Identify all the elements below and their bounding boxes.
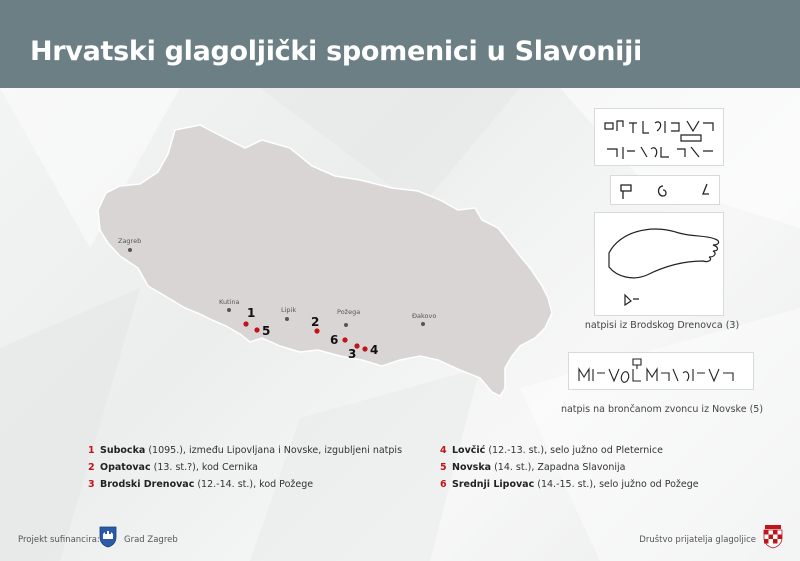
svg-text:Zagreb: Zagreb (118, 237, 142, 245)
header-bar (0, 0, 800, 88)
sponsor-name: Grad Zagreb (124, 535, 178, 545)
legend-number: 2 (88, 462, 95, 473)
legend-name: Subocka (100, 445, 146, 456)
org-name: Društvo prijatelja glagoljice (639, 535, 756, 545)
legend-number: 4 (440, 445, 447, 456)
novska-caption: natpis na brončanom zvoncu iz Novske (5) (560, 404, 764, 415)
svg-text:2: 2 (311, 315, 320, 329)
brodski-caption: natpisi iz Brodskog Drenovca (3) (584, 320, 740, 331)
svg-text:1: 1 (247, 306, 256, 320)
region-shape (98, 125, 552, 396)
slavonia-map (0, 88, 560, 408)
legend-detail: (12.-13. st.), selo južno od Pleternice (485, 445, 664, 456)
legend-item (88, 479, 313, 490)
svg-text:Đakovo: Đakovo (412, 312, 437, 320)
legend-name: Opatovac (100, 462, 151, 473)
sponsor-label: Projekt sufinancira: (18, 535, 100, 545)
legend-detail: (1095.), između Lipovljana i Novske, izgubljeni natpis (145, 445, 403, 456)
legend-item (88, 462, 258, 473)
inscription-panel-hand (594, 212, 724, 316)
bell-inscription-image (569, 353, 755, 391)
legend-detail: (14. st.), Zapadna Slavonija (491, 462, 626, 473)
legend-item (88, 445, 402, 456)
legend-name: Novska (452, 462, 492, 473)
svg-text:3: 3 (348, 347, 357, 361)
svg-text:4: 4 (370, 343, 379, 357)
svg-text:5: 5 (262, 324, 271, 338)
page-title: Hrvatski glagoljički spomenici u Slavoniji (30, 36, 642, 67)
legend-item (440, 462, 625, 473)
hand-drawing-image (595, 213, 725, 317)
glagolitic-inscription-image (595, 109, 725, 167)
legend-number: 5 (440, 462, 447, 473)
legend-name: Srednji Lipovac (452, 479, 535, 490)
croatian-checkerboard-crest-icon (762, 524, 784, 550)
legend-detail: (12.-14. st.), kod Požege (194, 479, 314, 490)
svg-text:Lipik: Lipik (281, 306, 297, 314)
legend-item (440, 479, 699, 490)
svg-text:Kutina: Kutina (219, 298, 240, 306)
legend-detail: (14.-15. st.), selo južno od Požege (534, 479, 699, 490)
legend-name: Brodski Drenovac (100, 479, 195, 490)
zagreb-crest-icon (98, 525, 118, 549)
legend-number: 3 (88, 479, 95, 490)
legend-item (440, 445, 663, 456)
inscription-panel-letters (610, 175, 720, 205)
svg-text:Požega: Požega (337, 308, 361, 316)
inscription-panel-top (594, 108, 724, 166)
inscription-panel-bell (568, 352, 754, 390)
legend-name: Lovčić (452, 445, 486, 456)
legend-number: 1 (88, 445, 95, 456)
glagolitic-letters-image (611, 176, 721, 206)
legend-number: 6 (440, 479, 447, 490)
legend-detail: (13. st.?), kod Cernika (150, 462, 258, 473)
svg-text:6: 6 (330, 333, 339, 347)
